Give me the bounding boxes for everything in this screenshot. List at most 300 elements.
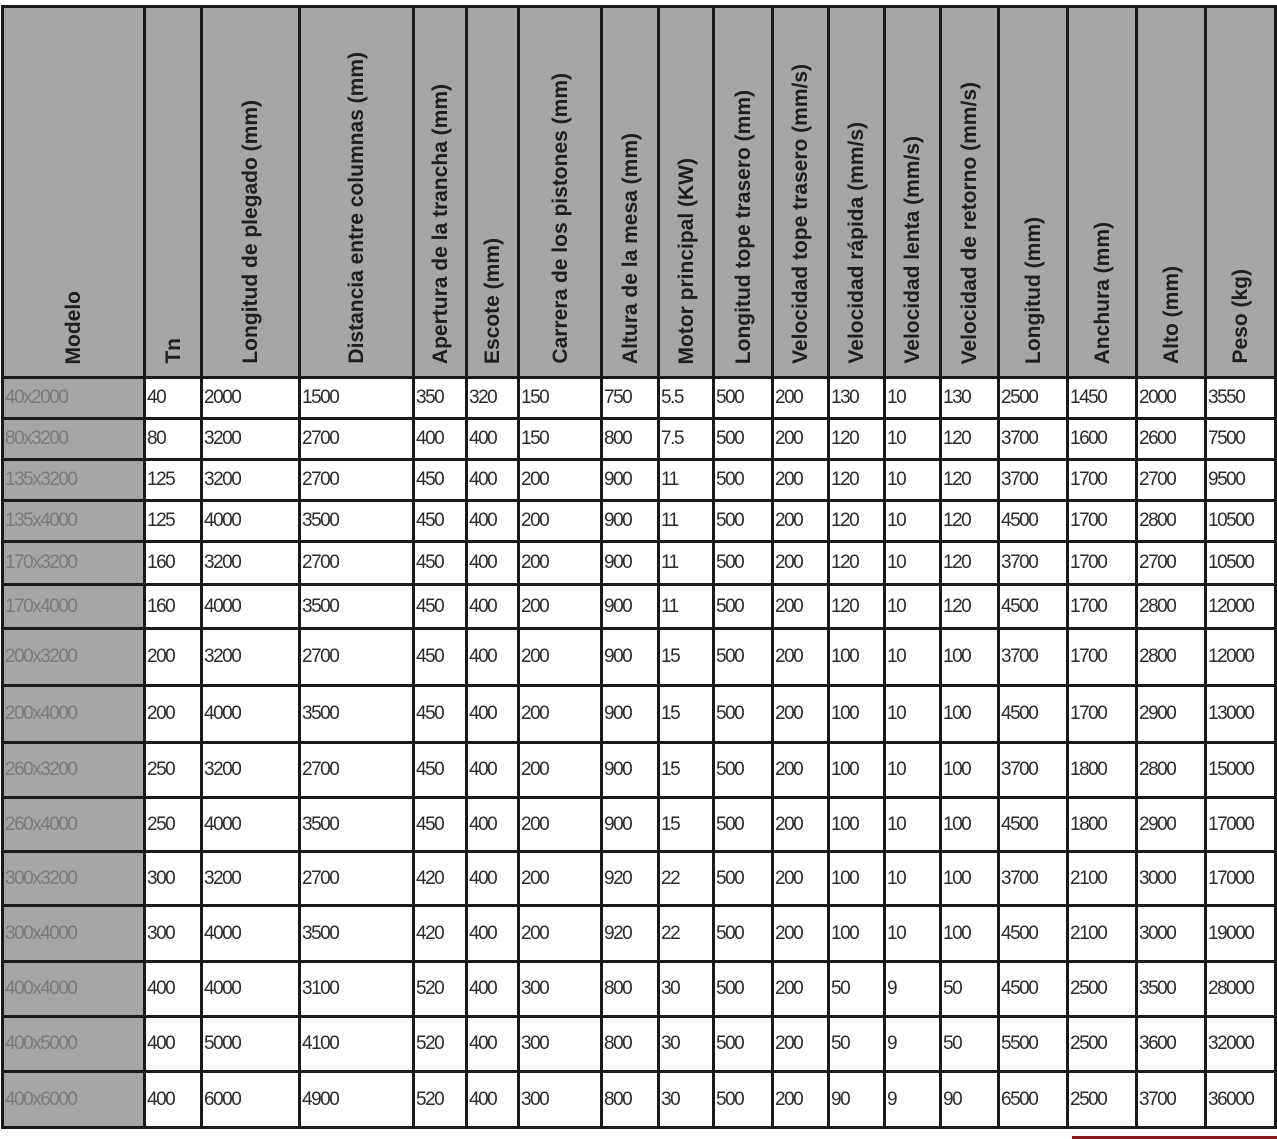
header-label: Peso (kg) bbox=[1229, 269, 1252, 364]
table-cell: 120 bbox=[941, 501, 999, 542]
table-cell: 10 bbox=[885, 585, 941, 629]
table-cell: 2800 bbox=[1137, 743, 1206, 798]
table-cell: 2500 bbox=[999, 378, 1068, 419]
table-cell: 200 bbox=[773, 585, 829, 629]
table-cell: 100 bbox=[941, 798, 999, 852]
table-cell: 1600 bbox=[1068, 419, 1137, 460]
table-cell: 5500 bbox=[999, 1017, 1068, 1072]
table-cell: 3500 bbox=[300, 798, 414, 852]
table-cell: 750 bbox=[602, 378, 659, 419]
table-cell: 3500 bbox=[1137, 962, 1206, 1017]
header-alto bbox=[1137, 7, 1206, 378]
table-cell: 320 bbox=[467, 378, 519, 419]
table-cell: 100 bbox=[941, 743, 999, 798]
table-cell: 200 bbox=[773, 686, 829, 743]
table-cell: 4000 bbox=[202, 962, 300, 1017]
table-cell: 4900 bbox=[300, 1072, 414, 1128]
header-label: Alto (mm) bbox=[1159, 266, 1183, 364]
table-cell: 5000 bbox=[202, 1017, 300, 1072]
header-label: Anchura (mm) bbox=[1090, 221, 1114, 364]
table-row bbox=[3, 585, 1276, 629]
table-cell: 30 bbox=[659, 1072, 714, 1128]
table-cell: 15 bbox=[659, 798, 714, 852]
table-cell: 800 bbox=[602, 1072, 659, 1128]
table-cell: 3700 bbox=[999, 419, 1068, 460]
table-cell: 400 bbox=[467, 743, 519, 798]
table-cell: 400 bbox=[467, 906, 519, 962]
table-cell: 120 bbox=[829, 460, 885, 501]
table-cell: 36000 bbox=[1206, 1072, 1276, 1128]
table-cell: 2500 bbox=[1068, 962, 1137, 1017]
table-cell: 10 bbox=[885, 419, 941, 460]
table-cell: 2700 bbox=[1137, 460, 1206, 501]
table-cell: 19000 bbox=[1206, 906, 1276, 962]
table-cell: 520 bbox=[414, 1072, 467, 1128]
table-cell: 10500 bbox=[1206, 542, 1276, 585]
table-cell: 150 bbox=[519, 378, 602, 419]
table-cell: 2900 bbox=[1137, 686, 1206, 743]
table-cell: 500 bbox=[714, 460, 773, 501]
table-cell: 400 bbox=[467, 852, 519, 906]
table-cell: 120 bbox=[829, 542, 885, 585]
table-cell: 1800 bbox=[1068, 798, 1137, 852]
table-cell: 12000 bbox=[1206, 585, 1276, 629]
table-cell: 200 bbox=[773, 1072, 829, 1128]
table-cell: 50 bbox=[829, 1017, 885, 1072]
table-cell: 200 bbox=[145, 686, 202, 743]
table-cell: 200 bbox=[773, 629, 829, 686]
table-cell: 400 bbox=[414, 419, 467, 460]
spec-table bbox=[1, 5, 1277, 1129]
table-cell: 2800 bbox=[1137, 629, 1206, 686]
header-carrera-pistones bbox=[519, 7, 602, 378]
table-cell: 200 bbox=[519, 798, 602, 852]
table-cell: 100 bbox=[941, 906, 999, 962]
table-cell: 4500 bbox=[999, 906, 1068, 962]
table-cell: 160 bbox=[145, 542, 202, 585]
table-cell: 500 bbox=[714, 743, 773, 798]
header-anchura bbox=[1068, 7, 1137, 378]
table-cell: 4000 bbox=[202, 501, 300, 542]
table-cell: 3200 bbox=[202, 460, 300, 501]
table-cell: 6000 bbox=[202, 1072, 300, 1128]
table-cell: 2700 bbox=[1137, 542, 1206, 585]
table-cell: 3500 bbox=[300, 501, 414, 542]
table-cell: 450 bbox=[414, 686, 467, 743]
header-label: Carrera de los pistones (mm) bbox=[548, 73, 572, 364]
header-distancia-columnas bbox=[300, 7, 414, 378]
table-cell: 9500 bbox=[1206, 460, 1276, 501]
table-row bbox=[3, 460, 1276, 501]
table-cell: 200 bbox=[773, 460, 829, 501]
table-cell: 3200 bbox=[202, 419, 300, 460]
table-cell: 80 bbox=[145, 419, 202, 460]
table-cell: 160 bbox=[145, 585, 202, 629]
table-cell: 2700 bbox=[300, 419, 414, 460]
header-motor-principal bbox=[659, 7, 714, 378]
table-cell: 900 bbox=[602, 460, 659, 501]
table-cell: 900 bbox=[602, 743, 659, 798]
table-cell: 4000 bbox=[202, 798, 300, 852]
table-cell: 3500 bbox=[300, 585, 414, 629]
table-cell: 10 bbox=[885, 906, 941, 962]
table-cell: 3100 bbox=[300, 962, 414, 1017]
table-cell: 4000 bbox=[202, 585, 300, 629]
table-cell: 500 bbox=[714, 798, 773, 852]
table-cell: 11 bbox=[659, 585, 714, 629]
spec-table-body bbox=[3, 378, 1276, 1128]
table-cell: 6500 bbox=[999, 1072, 1068, 1128]
header-label: Velocidad rápida (mm/s) bbox=[845, 122, 868, 364]
table-cell: 1700 bbox=[1068, 460, 1137, 501]
table-cell: 200 bbox=[773, 1017, 829, 1072]
table-cell: 15 bbox=[659, 629, 714, 686]
table-cell: 3700 bbox=[999, 743, 1068, 798]
table-cell: 2800 bbox=[1137, 501, 1206, 542]
table-cell: 4000 bbox=[202, 686, 300, 743]
table-cell: 120 bbox=[941, 419, 999, 460]
table-cell: 100 bbox=[829, 798, 885, 852]
table-cell: 400 bbox=[467, 798, 519, 852]
table-cell: 120 bbox=[941, 460, 999, 501]
model-cell: 300x4000 bbox=[3, 906, 145, 962]
table-cell: 30 bbox=[659, 1017, 714, 1072]
table-cell: 900 bbox=[602, 501, 659, 542]
table-cell: 200 bbox=[519, 542, 602, 585]
table-cell: 3600 bbox=[1137, 1017, 1206, 1072]
table-cell: 10 bbox=[885, 798, 941, 852]
table-cell: 1800 bbox=[1068, 743, 1137, 798]
header-label: Tn bbox=[161, 338, 185, 364]
table-cell: 200 bbox=[519, 460, 602, 501]
header-label: Velocidad tope trasero (mm/s) bbox=[789, 64, 812, 364]
table-cell: 3700 bbox=[1137, 1072, 1206, 1128]
table-cell: 1700 bbox=[1068, 501, 1137, 542]
table-cell: 450 bbox=[414, 501, 467, 542]
table-cell: 7500 bbox=[1206, 419, 1276, 460]
table-cell: 11 bbox=[659, 501, 714, 542]
table-cell: 450 bbox=[414, 460, 467, 501]
header-velocidad-tope-trasero bbox=[773, 7, 829, 378]
table-cell: 3200 bbox=[202, 852, 300, 906]
table-cell: 90 bbox=[941, 1072, 999, 1128]
table-cell: 130 bbox=[941, 378, 999, 419]
table-cell: 800 bbox=[602, 962, 659, 1017]
table-cell: 200 bbox=[519, 585, 602, 629]
table-cell: 3200 bbox=[202, 629, 300, 686]
model-cell: 400x6000 bbox=[3, 1072, 145, 1128]
table-cell: 100 bbox=[829, 906, 885, 962]
table-cell: 450 bbox=[414, 542, 467, 585]
table-cell: 3700 bbox=[999, 460, 1068, 501]
table-cell: 9 bbox=[885, 1017, 941, 1072]
table-cell: 2500 bbox=[1068, 1017, 1137, 1072]
header-longitud bbox=[999, 7, 1068, 378]
model-cell: 300x3200 bbox=[3, 852, 145, 906]
table-cell: 500 bbox=[714, 1072, 773, 1128]
model-cell: 135x3200 bbox=[3, 460, 145, 501]
table-cell: 3200 bbox=[202, 542, 300, 585]
table-cell: 120 bbox=[941, 542, 999, 585]
table-cell: 2100 bbox=[1068, 852, 1137, 906]
table-cell: 400 bbox=[467, 686, 519, 743]
table-cell: 300 bbox=[519, 1017, 602, 1072]
table-cell: 10 bbox=[885, 686, 941, 743]
table-cell: 920 bbox=[602, 906, 659, 962]
table-cell: 100 bbox=[829, 852, 885, 906]
table-cell: 100 bbox=[941, 629, 999, 686]
table-cell: 520 bbox=[414, 962, 467, 1017]
model-cell: 40x2000 bbox=[3, 378, 145, 419]
table-cell: 10 bbox=[885, 378, 941, 419]
table-cell: 2000 bbox=[202, 378, 300, 419]
table-row bbox=[3, 629, 1276, 686]
table-cell: 200 bbox=[145, 629, 202, 686]
table-row bbox=[3, 743, 1276, 798]
table-cell: 1700 bbox=[1068, 686, 1137, 743]
table-cell: 5.5 bbox=[659, 378, 714, 419]
table-cell: 40 bbox=[145, 378, 202, 419]
table-cell: 15000 bbox=[1206, 743, 1276, 798]
header-label: Altura de la mesa (mm) bbox=[618, 132, 642, 364]
table-row bbox=[3, 501, 1276, 542]
table-cell: 2700 bbox=[300, 460, 414, 501]
table-cell: 2600 bbox=[1137, 419, 1206, 460]
table-cell: 400 bbox=[467, 962, 519, 1017]
table-cell: 4500 bbox=[999, 501, 1068, 542]
table-cell: 30 bbox=[659, 962, 714, 1017]
table-cell: 1700 bbox=[1068, 629, 1137, 686]
header-velocidad-rapida bbox=[829, 7, 885, 378]
table-cell: 200 bbox=[773, 962, 829, 1017]
table-cell: 500 bbox=[714, 378, 773, 419]
table-cell: 200 bbox=[519, 501, 602, 542]
table-cell: 200 bbox=[773, 798, 829, 852]
model-cell: 260x4000 bbox=[3, 798, 145, 852]
table-row bbox=[3, 378, 1276, 419]
header-altura-mesa bbox=[602, 7, 659, 378]
table-cell: 2700 bbox=[300, 542, 414, 585]
table-cell: 100 bbox=[829, 743, 885, 798]
table-cell: 2800 bbox=[1137, 585, 1206, 629]
table-cell: 500 bbox=[714, 629, 773, 686]
table-cell: 9 bbox=[885, 962, 941, 1017]
table-cell: 3500 bbox=[300, 906, 414, 962]
model-cell: 170x4000 bbox=[3, 585, 145, 629]
table-cell: 3700 bbox=[999, 542, 1068, 585]
table-cell: 125 bbox=[145, 501, 202, 542]
table-cell: 900 bbox=[602, 686, 659, 743]
table-cell: 350 bbox=[414, 378, 467, 419]
table-cell: 4100 bbox=[300, 1017, 414, 1072]
table-cell: 7.5 bbox=[659, 419, 714, 460]
table-cell: 200 bbox=[519, 629, 602, 686]
table-cell: 15 bbox=[659, 686, 714, 743]
header-label: Apertura de la trancha (mm) bbox=[428, 83, 452, 364]
table-cell: 11 bbox=[659, 460, 714, 501]
table-cell: 28000 bbox=[1206, 962, 1276, 1017]
table-cell: 10500 bbox=[1206, 501, 1276, 542]
model-cell: 400x5000 bbox=[3, 1017, 145, 1072]
table-cell: 800 bbox=[602, 1017, 659, 1072]
table-cell: 200 bbox=[773, 852, 829, 906]
header-velocidad-retorno bbox=[941, 7, 999, 378]
table-cell: 250 bbox=[145, 743, 202, 798]
header-tn bbox=[145, 7, 202, 378]
header-velocidad-lenta bbox=[885, 7, 941, 378]
table-cell: 400 bbox=[145, 962, 202, 1017]
table-cell: 2100 bbox=[1068, 906, 1137, 962]
table-row bbox=[3, 962, 1276, 1017]
table-cell: 200 bbox=[773, 419, 829, 460]
table-cell: 3200 bbox=[202, 743, 300, 798]
table-cell: 400 bbox=[145, 1017, 202, 1072]
table-cell: 300 bbox=[519, 962, 602, 1017]
table-cell: 1700 bbox=[1068, 585, 1137, 629]
table-cell: 400 bbox=[467, 460, 519, 501]
table-cell: 250 bbox=[145, 798, 202, 852]
table-cell: 500 bbox=[714, 419, 773, 460]
table-cell: 200 bbox=[519, 743, 602, 798]
header-label: Velocidad de retorno (mm/s) bbox=[958, 81, 981, 364]
table-cell: 2900 bbox=[1137, 798, 1206, 852]
table-cell: 13000 bbox=[1206, 686, 1276, 743]
table-cell: 500 bbox=[714, 852, 773, 906]
table-cell: 90 bbox=[829, 1072, 885, 1128]
table-cell: 500 bbox=[714, 542, 773, 585]
model-cell: 400x4000 bbox=[3, 962, 145, 1017]
model-cell: 260x3200 bbox=[3, 743, 145, 798]
table-row bbox=[3, 686, 1276, 743]
table-cell: 1450 bbox=[1068, 378, 1137, 419]
header-label: Modelo bbox=[62, 290, 85, 364]
table-cell: 450 bbox=[414, 629, 467, 686]
header-peso bbox=[1206, 7, 1276, 378]
table-cell: 10 bbox=[885, 743, 941, 798]
table-cell: 300 bbox=[145, 906, 202, 962]
table-cell: 150 bbox=[519, 419, 602, 460]
table-cell: 17000 bbox=[1206, 798, 1276, 852]
table-cell: 50 bbox=[941, 962, 999, 1017]
table-cell: 200 bbox=[773, 378, 829, 419]
table-cell: 3000 bbox=[1137, 906, 1206, 962]
table-cell: 400 bbox=[467, 629, 519, 686]
table-cell: 3500 bbox=[300, 686, 414, 743]
table-cell: 520 bbox=[414, 1017, 467, 1072]
table-cell: 500 bbox=[714, 962, 773, 1017]
table-cell: 15 bbox=[659, 743, 714, 798]
table-row bbox=[3, 1017, 1276, 1072]
header-label: Longitud tope trasero (mm) bbox=[731, 89, 755, 364]
table-cell: 400 bbox=[467, 501, 519, 542]
table-cell: 200 bbox=[773, 542, 829, 585]
table-cell: 420 bbox=[414, 852, 467, 906]
model-cell: 135x4000 bbox=[3, 501, 145, 542]
table-cell: 50 bbox=[829, 962, 885, 1017]
table-cell: 400 bbox=[467, 542, 519, 585]
table-cell: 2700 bbox=[300, 743, 414, 798]
table-cell: 11 bbox=[659, 542, 714, 585]
table-cell: 12000 bbox=[1206, 629, 1276, 686]
table-cell: 500 bbox=[714, 1017, 773, 1072]
table-cell: 200 bbox=[519, 852, 602, 906]
table-cell: 300 bbox=[145, 852, 202, 906]
header-longitud-tope-trasero bbox=[714, 7, 773, 378]
table-row bbox=[3, 419, 1276, 460]
table-cell: 900 bbox=[602, 542, 659, 585]
table-cell: 500 bbox=[714, 501, 773, 542]
header-apertura-trancha bbox=[414, 7, 467, 378]
table-cell: 3550 bbox=[1206, 378, 1276, 419]
table-cell: 900 bbox=[602, 629, 659, 686]
header-longitud-plegado bbox=[202, 7, 300, 378]
table-cell: 200 bbox=[519, 686, 602, 743]
table-cell: 4500 bbox=[999, 798, 1068, 852]
table-cell: 200 bbox=[773, 501, 829, 542]
table-row bbox=[3, 1072, 1276, 1128]
table-cell: 10 bbox=[885, 542, 941, 585]
table-cell: 10 bbox=[885, 629, 941, 686]
table-cell: 100 bbox=[941, 852, 999, 906]
table-cell: 500 bbox=[714, 686, 773, 743]
header-label: Velocidad lenta (mm/s) bbox=[901, 136, 924, 364]
table-cell: 800 bbox=[602, 419, 659, 460]
table-cell: 32000 bbox=[1206, 1017, 1276, 1072]
table-cell: 900 bbox=[602, 798, 659, 852]
table-cell: 420 bbox=[414, 906, 467, 962]
table-cell: 22 bbox=[659, 852, 714, 906]
table-cell: 2700 bbox=[300, 852, 414, 906]
table-cell: 100 bbox=[941, 686, 999, 743]
table-cell: 200 bbox=[519, 906, 602, 962]
table-cell: 450 bbox=[414, 798, 467, 852]
table-cell: 120 bbox=[829, 585, 885, 629]
table-cell: 22 bbox=[659, 906, 714, 962]
table-cell: 2500 bbox=[1068, 1072, 1137, 1128]
table-cell: 9 bbox=[885, 1072, 941, 1128]
table-cell: 400 bbox=[467, 1072, 519, 1128]
table-cell: 17000 bbox=[1206, 852, 1276, 906]
header-label: Motor principal (KW) bbox=[674, 157, 698, 364]
table-cell: 120 bbox=[829, 419, 885, 460]
table-cell: 920 bbox=[602, 852, 659, 906]
table-cell: 3700 bbox=[999, 852, 1068, 906]
table-cell: 400 bbox=[467, 1017, 519, 1072]
header-escote bbox=[467, 7, 519, 378]
table-cell: 4500 bbox=[999, 962, 1068, 1017]
table-cell: 1700 bbox=[1068, 542, 1137, 585]
table-cell: 500 bbox=[714, 585, 773, 629]
table-cell: 4000 bbox=[202, 906, 300, 962]
table-cell: 100 bbox=[829, 629, 885, 686]
table-cell: 500 bbox=[714, 906, 773, 962]
table-cell: 10 bbox=[885, 501, 941, 542]
table-cell: 50 bbox=[941, 1017, 999, 1072]
table-cell: 2000 bbox=[1137, 378, 1206, 419]
table-cell: 2700 bbox=[300, 629, 414, 686]
table-cell: 400 bbox=[467, 419, 519, 460]
table-cell: 1500 bbox=[300, 378, 414, 419]
table-cell: 100 bbox=[829, 686, 885, 743]
model-cell: 200x3200 bbox=[3, 629, 145, 686]
table-cell: 130 bbox=[829, 378, 885, 419]
table-cell: 400 bbox=[145, 1072, 202, 1128]
table-cell: 10 bbox=[885, 460, 941, 501]
table-cell: 120 bbox=[941, 585, 999, 629]
table-row bbox=[3, 852, 1276, 906]
table-row bbox=[3, 542, 1276, 585]
table-cell: 4500 bbox=[999, 585, 1068, 629]
